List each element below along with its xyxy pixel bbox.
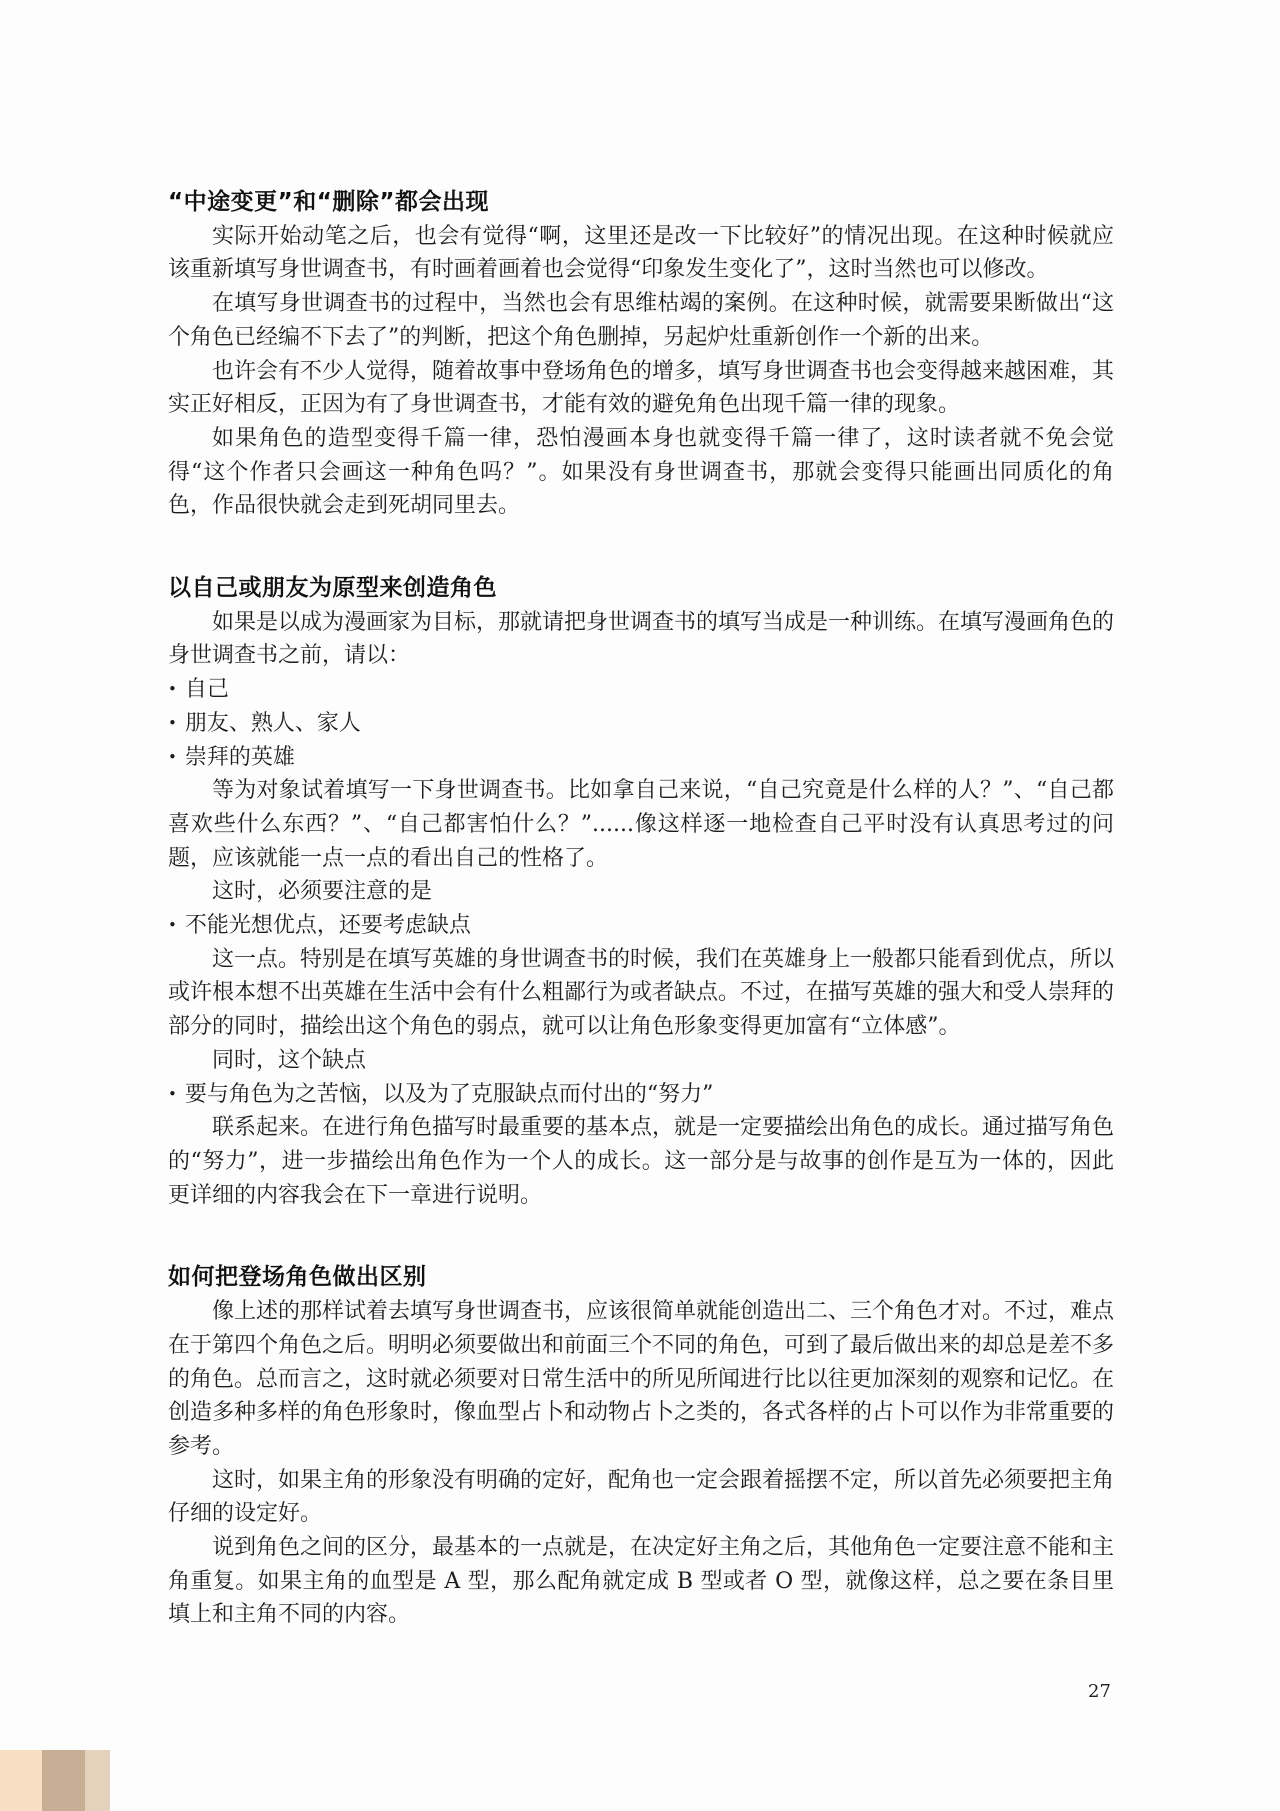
bullet-marker: •: [168, 1084, 177, 1103]
bullet-item: [168, 707, 1114, 741]
body-paragraph: 同时，这个缺点: [212, 1047, 367, 1073]
section-heading-3: 如何把登场角色做出区别: [168, 1264, 427, 1291]
corner-swatch-2: [42, 1750, 85, 1811]
body-paragraph: 如果角色的造型变得千篇一律，恐怕漫画本身也就变得千篇一律了，这时读者就不免会觉得“这个作者只会画这一种角色吗？”。如果没有身世调查书，那就会变得只能画出同质化的角色，作品很快就会走到死胡同里去。: [168, 425, 1114, 519]
body-paragraph: 像上述的那样试着去填写身世调查书，应该很简单就能创造出二、三个角色才对。不过，难点在于第四个角色之后。明明必须要做出和前面三个不同的角色，可到了最后做出来的却总是差不多的角色。总而言之，这时就必须要对日常生活中的所见所闻进行比以往更加深刻的观察和记忆。在创造多种多样的角色形象时，像血型占卜和动物占卜之类的，各式各样的占卜可以作为非常重要的参考。: [168, 1299, 1115, 1459]
section-heading-2: 以自己或朋友为原型来创造角色: [168, 575, 497, 602]
bullet-marker: •: [168, 680, 177, 699]
body-paragraph: 也许会有不少人觉得，随着故事中登场角色的增多，填写身世调查书也会变得越来越困难，其实正好相反，正因为有了身世调查书，才能有效的避免角色出现千篇一律的现象。: [168, 358, 1115, 418]
bullet-text: 崇拜的英雄: [184, 744, 295, 770]
bullet-item: [168, 1078, 1114, 1112]
bullet-item: [168, 909, 1114, 943]
body-paragraph: 这一点。特别是在填写英雄的身世调查书的时候，我们在英雄身上一般都只能看到优点，所以或许根本想不出英雄在生活中会有什么粗鄙行为或者缺点。不过，在描写英雄的强大和受人崇拜的部分的同时，描绘出这个角色的弱点，就可以让角色形象变得更加富有“立体感”。: [168, 946, 1115, 1040]
body-paragraph: 这时，必须要注意的是: [212, 879, 433, 905]
bullet-text: 自己: [184, 677, 229, 703]
bullet-text: 朋友、熟人、家人: [184, 710, 361, 736]
section-heading-1: “中途变更”和“删除”都会出现: [168, 189, 489, 215]
bullet-marker: •: [168, 747, 177, 766]
bullet-item: [168, 673, 1114, 707]
body-paragraph: 实际开始动笔之后，也会有觉得“啊，这里还是改一下比较好”的情况出现。在这种时候就应该重新填写身世调查书，有时画着画着也会觉得“印象发生变化了”，这时当然也可以修改。: [168, 223, 1114, 283]
corner-swatch-1: [0, 1750, 42, 1811]
body-paragraph: 联系起来。在进行角色描写时最重要的基本点，就是一定要描绘出角色的成长。通过描写角色的“努力”，进一步描绘出角色作为一个人的成长。这一部分是与故事的创作是互为一体的，因此更详细的内容我会在下一章进行说明。: [168, 1115, 1115, 1208]
corner-swatches: [0, 1750, 110, 1811]
body-paragraph: 说到角色之间的区分，最基本的一点就是，在决定好主角之后，其他角色一定要注意不能和主角重复。如果主角的血型是 A 型，那么配角就定成 B 型或者 O 型，就像这样，总之要在条目里填上和主角不同的内容。: [168, 1535, 1115, 1628]
body-paragraph: 如果是以成为漫画家为目标，那就请把身世调查书的填写当成是一种训练。在填写漫画角色的身世调查书之前，请以：: [168, 609, 1115, 669]
bullet-text: 要与角色为之苦恼，以及为了克服缺点而付出的“努力”: [184, 1081, 714, 1107]
corner-swatch-3: [85, 1750, 110, 1811]
body-paragraph: 等为对象试着填写一下身世调查书。比如拿自己来说，“自己究竟是什么样的人？”、“自己都喜欢些什么东西？”、“自己都害怕什么？”......像这样逐一地检查自己平时没有认真思考过的问题，应该就能一点一点的看出自己的性格了。: [168, 778, 1114, 871]
text-column: [168, 186, 1114, 1632]
bullet-marker: •: [168, 713, 177, 732]
bullet-text: 不能光想优点，还要考虑缺点: [184, 913, 471, 939]
bullet-item: [168, 741, 1114, 775]
bullet-marker: •: [168, 916, 177, 935]
body-paragraph: 这时，如果主角的形象没有明确的定好，配角也一定会跟着摇摆不定，所以首先必须要把主角仔细的设定好。: [168, 1467, 1115, 1527]
page-number: 27: [1088, 1681, 1111, 1702]
body-paragraph: 在填写身世调查书的过程中，当然也会有思维枯竭的案例。在这种时候，就需要果断做出“这个角色已经编不下去了”的判断，把这个角色删掉，另起炉灶重新创作一个新的出来。: [168, 291, 1114, 350]
